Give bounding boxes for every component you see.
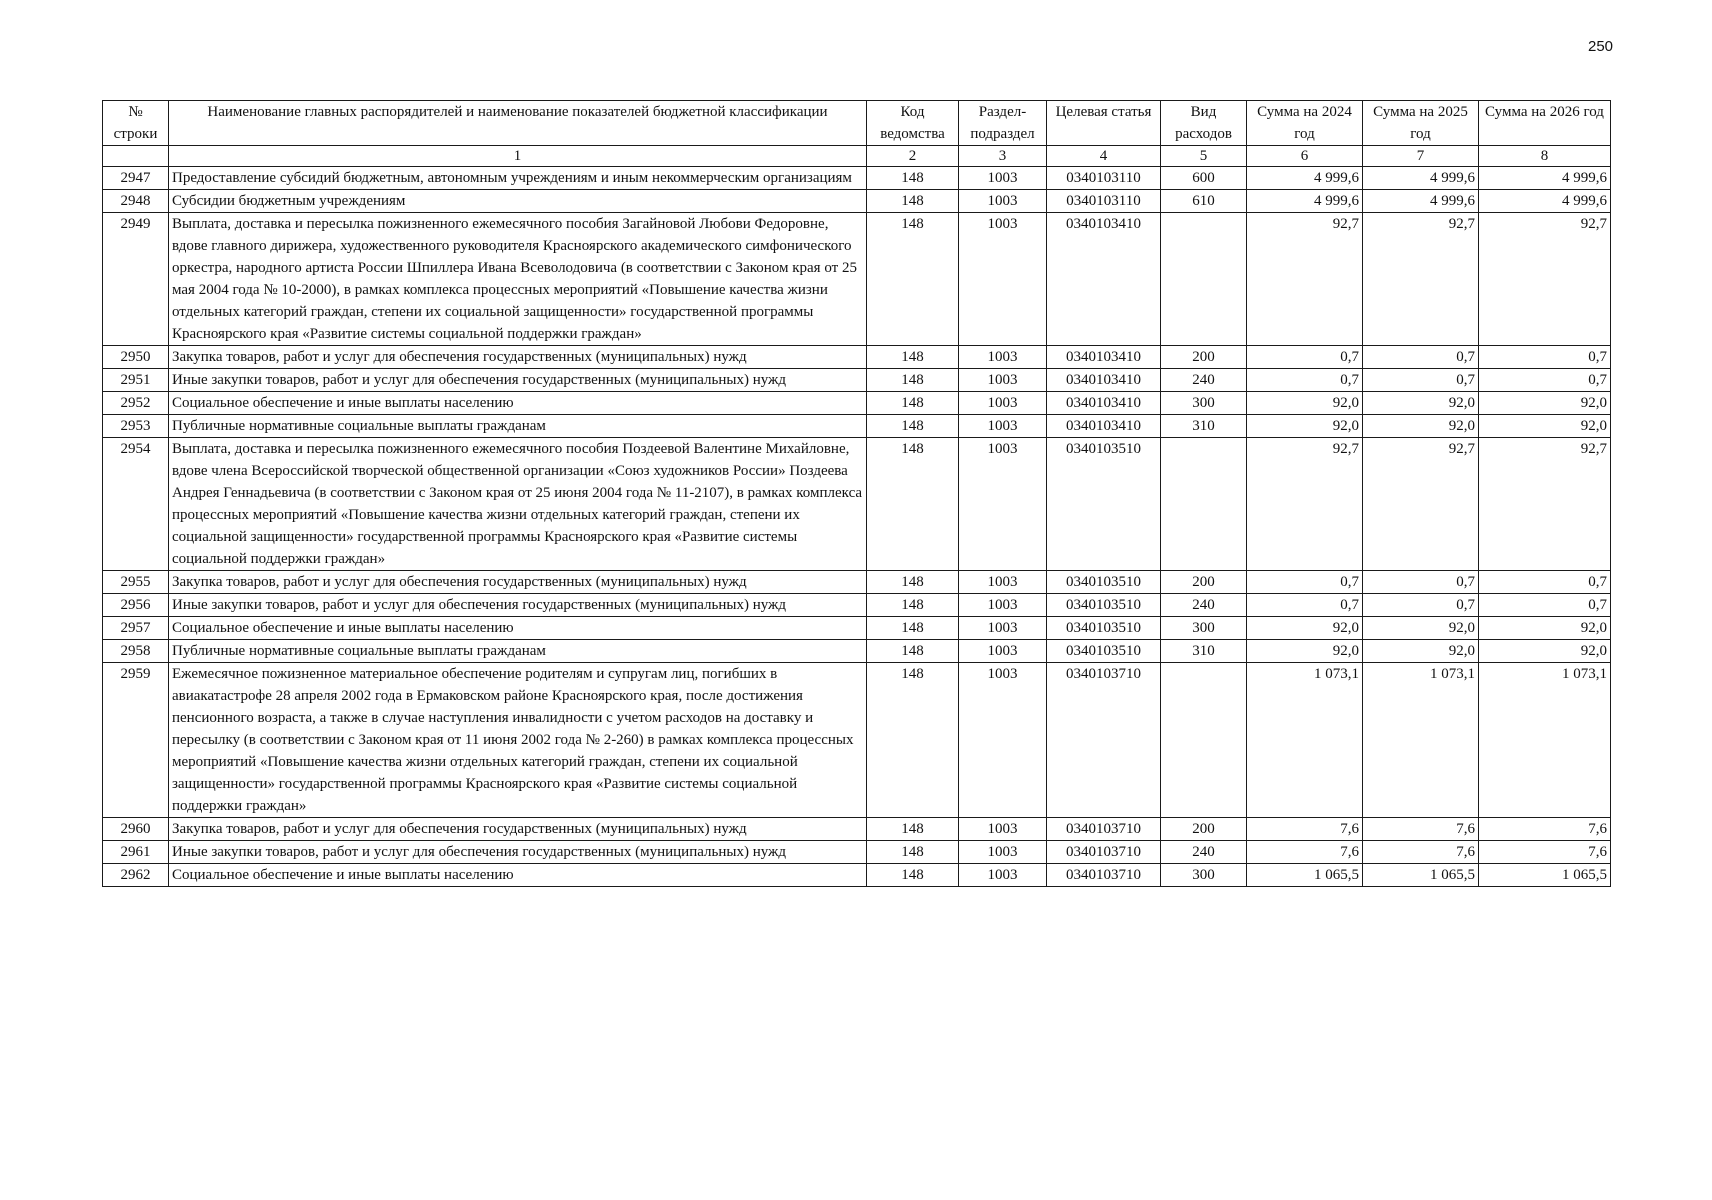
- row-sum-2024: 92,7: [1247, 438, 1363, 571]
- row-target-article: 0340103510: [1047, 438, 1161, 571]
- table-row: [103, 213, 1611, 346]
- header-section: Раздел-подраздел: [959, 101, 1047, 146]
- row-sum-2024: 7,6: [1247, 818, 1363, 841]
- row-sum-2026: 1 073,1: [1479, 663, 1611, 818]
- row-number: 2949: [103, 213, 169, 346]
- row-sum-2024: 92,0: [1247, 392, 1363, 415]
- row-sum-2024: 4 999,6: [1247, 167, 1363, 190]
- row-sum-2026: 92,0: [1479, 640, 1611, 663]
- row-sum-2025: 1 065,5: [1363, 864, 1479, 887]
- column-number-row: [103, 146, 1611, 167]
- row-sum-2025: 0,7: [1363, 346, 1479, 369]
- row-dept-code: 148: [867, 369, 959, 392]
- row-number: 2947: [103, 167, 169, 190]
- row-name: Субсидии бюджетным учреждениям: [169, 190, 867, 213]
- row-number: 2960: [103, 818, 169, 841]
- row-expense-type: 310: [1161, 415, 1247, 438]
- row-number: 2951: [103, 369, 169, 392]
- row-name: Социальное обеспечение и иные выплаты населению: [169, 392, 867, 415]
- column-number: 4: [1047, 146, 1161, 167]
- row-sum-2024: 0,7: [1247, 346, 1363, 369]
- row-expense-type: 310: [1161, 640, 1247, 663]
- row-section: 1003: [959, 167, 1047, 190]
- row-sum-2025: 92,0: [1363, 415, 1479, 438]
- row-name: Социальное обеспечение и иные выплаты населению: [169, 617, 867, 640]
- row-dept-code: 148: [867, 167, 959, 190]
- table-row: [103, 640, 1611, 663]
- row-sum-2026: 92,7: [1479, 438, 1611, 571]
- row-section: 1003: [959, 663, 1047, 818]
- row-number: 2962: [103, 864, 169, 887]
- row-dept-code: 148: [867, 213, 959, 346]
- row-number: 2948: [103, 190, 169, 213]
- table-row: [103, 571, 1611, 594]
- row-section: 1003: [959, 841, 1047, 864]
- header-row-number: № строки: [103, 101, 169, 146]
- row-section: 1003: [959, 346, 1047, 369]
- row-target-article: 0340103410: [1047, 346, 1161, 369]
- row-sum-2024: 0,7: [1247, 571, 1363, 594]
- row-sum-2025: 92,7: [1363, 438, 1479, 571]
- row-target-article: 0340103510: [1047, 571, 1161, 594]
- row-name: Предоставление субсидий бюджетным, автономным учреждениям и иным некоммерческим организациям: [169, 167, 867, 190]
- row-sum-2026: 7,6: [1479, 841, 1611, 864]
- column-number: [103, 146, 169, 167]
- row-expense-type: [1161, 213, 1247, 346]
- row-section: 1003: [959, 594, 1047, 617]
- row-target-article: 0340103410: [1047, 392, 1161, 415]
- row-sum-2026: 0,7: [1479, 369, 1611, 392]
- row-name: Публичные нормативные социальные выплаты гражданам: [169, 640, 867, 663]
- table-row: [103, 864, 1611, 887]
- row-sum-2024: 92,0: [1247, 617, 1363, 640]
- row-section: 1003: [959, 392, 1047, 415]
- row-dept-code: 148: [867, 663, 959, 818]
- table-row: [103, 617, 1611, 640]
- row-dept-code: 148: [867, 841, 959, 864]
- row-section: 1003: [959, 438, 1047, 571]
- table-row: [103, 438, 1611, 571]
- header-name: Наименование главных распорядителей и наименование показателей бюджетной классификации: [169, 101, 867, 146]
- table-row: [103, 663, 1611, 818]
- row-name: Закупка товаров, работ и услуг для обеспечения государственных (муниципальных) нужд: [169, 818, 867, 841]
- table-row: [103, 167, 1611, 190]
- header-target-article: Целевая статья: [1047, 101, 1161, 146]
- row-sum-2026: 4 999,6: [1479, 167, 1611, 190]
- row-dept-code: 148: [867, 864, 959, 887]
- row-name: Иные закупки товаров, работ и услуг для обеспечения государственных (муниципальных) нужд: [169, 594, 867, 617]
- row-sum-2025: 7,6: [1363, 841, 1479, 864]
- row-sum-2025: 4 999,6: [1363, 167, 1479, 190]
- table-row: [103, 392, 1611, 415]
- row-sum-2025: 92,0: [1363, 392, 1479, 415]
- row-sum-2026: 0,7: [1479, 594, 1611, 617]
- row-target-article: 0340103710: [1047, 663, 1161, 818]
- row-target-article: 0340103710: [1047, 818, 1161, 841]
- row-target-article: 0340103410: [1047, 415, 1161, 438]
- row-name: Ежемесячное пожизненное материальное обеспечение родителям и супругам лиц, погибших в авиакатастрофе 28 апреля 2002 года в Ермаковском районе Красноярского края, после достижения пенсионного возраста, а также в случае наступления инвалидности с учетом расходов на доставку и пересылку (в соответствии с Законом края от 11 июня 2002 года № 2-260) в рамках комплекса процессных мероприятий «Повышение качества жизни отдельных категорий граждан, степени их социальной защищенности» государственной программы Красноярского края «Развитие системы социальной поддержки граждан»: [169, 663, 867, 818]
- row-name: Выплата, доставка и пересылка пожизненного ежемесячного пособия Поздеевой Валентине Михайловне, вдове члена Всероссийской творческой общественной организации «Союз художников России» Поздеева Андрея Геннадьевича (в соответствии с Законом края от 25 июня 2004 года № 11-2107), в рамках комплекса процессных мероприятий «Повышение качества жизни отдельных категорий граждан, степени их социальной защищенности» государственной программы Красноярского края «Развитие системы социальной поддержки граждан»: [169, 438, 867, 571]
- table-body: [103, 167, 1611, 887]
- row-section: 1003: [959, 818, 1047, 841]
- row-name: Публичные нормативные социальные выплаты гражданам: [169, 415, 867, 438]
- header-row: [103, 101, 1611, 146]
- row-expense-type: 200: [1161, 818, 1247, 841]
- table-row: [103, 594, 1611, 617]
- row-sum-2025: 0,7: [1363, 571, 1479, 594]
- row-sum-2026: 92,0: [1479, 415, 1611, 438]
- row-dept-code: 148: [867, 346, 959, 369]
- row-number: 2950: [103, 346, 169, 369]
- row-expense-type: 300: [1161, 392, 1247, 415]
- row-name: Закупка товаров, работ и услуг для обеспечения государственных (муниципальных) нужд: [169, 571, 867, 594]
- row-sum-2025: 7,6: [1363, 818, 1479, 841]
- row-sum-2025: 92,7: [1363, 213, 1479, 346]
- row-name: Социальное обеспечение и иные выплаты населению: [169, 864, 867, 887]
- row-sum-2026: 92,7: [1479, 213, 1611, 346]
- budget-table: [102, 100, 1611, 887]
- row-number: 2958: [103, 640, 169, 663]
- row-number: 2961: [103, 841, 169, 864]
- row-expense-type: 300: [1161, 864, 1247, 887]
- row-dept-code: 148: [867, 571, 959, 594]
- row-expense-type: 300: [1161, 617, 1247, 640]
- column-number: 5: [1161, 146, 1247, 167]
- row-dept-code: 148: [867, 594, 959, 617]
- row-dept-code: 148: [867, 617, 959, 640]
- row-sum-2024: 1 065,5: [1247, 864, 1363, 887]
- header-dept-code: Код ведомства: [867, 101, 959, 146]
- column-number: 3: [959, 146, 1047, 167]
- row-expense-type: [1161, 438, 1247, 571]
- row-expense-type: 200: [1161, 571, 1247, 594]
- row-sum-2025: 0,7: [1363, 594, 1479, 617]
- header-sum-2026: Сумма на 2026 год: [1479, 101, 1611, 146]
- row-sum-2025: 0,7: [1363, 369, 1479, 392]
- row-sum-2026: 92,0: [1479, 617, 1611, 640]
- column-number: 6: [1247, 146, 1363, 167]
- row-sum-2024: 92,7: [1247, 213, 1363, 346]
- table-row: [103, 346, 1611, 369]
- row-target-article: 0340103510: [1047, 640, 1161, 663]
- row-section: 1003: [959, 415, 1047, 438]
- row-sum-2024: 92,0: [1247, 415, 1363, 438]
- row-section: 1003: [959, 571, 1047, 594]
- row-sum-2024: 7,6: [1247, 841, 1363, 864]
- row-name: Выплата, доставка и пересылка пожизненного ежемесячного пособия Загайновой Любови Федоровне, вдове главного дирижера, художественного руководителя Красноярского академического симфонического оркестра, народного артиста России Шпиллера Ивана Всеволодовича (в соответствии с Законом края от 25 мая 2004 года № 10-2000), в рамках комплекса процессных мероприятий «Повышение качества жизни отдельных категорий граждан, степени их социальной защищенности» государственной программы Красноярского края «Развитие системы социальной поддержки граждан»: [169, 213, 867, 346]
- column-number: 8: [1479, 146, 1611, 167]
- row-section: 1003: [959, 190, 1047, 213]
- row-sum-2026: 0,7: [1479, 346, 1611, 369]
- column-number: 2: [867, 146, 959, 167]
- row-target-article: 0340103110: [1047, 167, 1161, 190]
- row-target-article: 0340103510: [1047, 617, 1161, 640]
- row-expense-type: 600: [1161, 167, 1247, 190]
- row-sum-2026: 0,7: [1479, 571, 1611, 594]
- row-sum-2025: 1 073,1: [1363, 663, 1479, 818]
- row-target-article: 0340103110: [1047, 190, 1161, 213]
- row-sum-2025: 4 999,6: [1363, 190, 1479, 213]
- row-expense-type: 240: [1161, 841, 1247, 864]
- row-target-article: 0340103410: [1047, 213, 1161, 346]
- row-number: 2952: [103, 392, 169, 415]
- row-target-article: 0340103710: [1047, 864, 1161, 887]
- row-sum-2026: 4 999,6: [1479, 190, 1611, 213]
- row-number: 2953: [103, 415, 169, 438]
- row-sum-2026: 7,6: [1479, 818, 1611, 841]
- row-dept-code: 148: [867, 415, 959, 438]
- row-section: 1003: [959, 864, 1047, 887]
- row-number: 2954: [103, 438, 169, 571]
- table-header: [103, 101, 1611, 167]
- row-sum-2024: 92,0: [1247, 640, 1363, 663]
- row-dept-code: 148: [867, 190, 959, 213]
- row-name: Иные закупки товаров, работ и услуг для обеспечения государственных (муниципальных) нужд: [169, 369, 867, 392]
- row-sum-2025: 92,0: [1363, 640, 1479, 663]
- row-sum-2024: 1 073,1: [1247, 663, 1363, 818]
- table-row: [103, 818, 1611, 841]
- row-dept-code: 148: [867, 392, 959, 415]
- row-target-article: 0340103510: [1047, 594, 1161, 617]
- row-sum-2026: 1 065,5: [1479, 864, 1611, 887]
- row-sum-2026: 92,0: [1479, 392, 1611, 415]
- row-expense-type: 200: [1161, 346, 1247, 369]
- row-name: Иные закупки товаров, работ и услуг для обеспечения государственных (муниципальных) нужд: [169, 841, 867, 864]
- row-expense-type: 610: [1161, 190, 1247, 213]
- row-dept-code: 148: [867, 640, 959, 663]
- row-sum-2025: 92,0: [1363, 617, 1479, 640]
- row-target-article: 0340103410: [1047, 369, 1161, 392]
- row-name: Закупка товаров, работ и услуг для обеспечения государственных (муниципальных) нужд: [169, 346, 867, 369]
- row-expense-type: 240: [1161, 594, 1247, 617]
- row-target-article: 0340103710: [1047, 841, 1161, 864]
- row-sum-2024: 0,7: [1247, 594, 1363, 617]
- column-number: 7: [1363, 146, 1479, 167]
- table-row: [103, 369, 1611, 392]
- row-dept-code: 148: [867, 438, 959, 571]
- column-number: 1: [169, 146, 867, 167]
- row-sum-2024: 0,7: [1247, 369, 1363, 392]
- row-number: 2959: [103, 663, 169, 818]
- header-sum-2025: Сумма на 2025 год: [1363, 101, 1479, 146]
- row-expense-type: 240: [1161, 369, 1247, 392]
- row-section: 1003: [959, 213, 1047, 346]
- row-expense-type: [1161, 663, 1247, 818]
- row-section: 1003: [959, 640, 1047, 663]
- table-row: [103, 190, 1611, 213]
- row-sum-2024: 4 999,6: [1247, 190, 1363, 213]
- row-section: 1003: [959, 369, 1047, 392]
- page-number: 250: [1588, 38, 1614, 55]
- table-row: [103, 415, 1611, 438]
- row-number: 2957: [103, 617, 169, 640]
- table-row: [103, 841, 1611, 864]
- row-number: 2956: [103, 594, 169, 617]
- row-dept-code: 148: [867, 818, 959, 841]
- header-expense-type: Вид расходов: [1161, 101, 1247, 146]
- row-number: 2955: [103, 571, 169, 594]
- row-section: 1003: [959, 617, 1047, 640]
- header-sum-2024: Сумма на 2024 год: [1247, 101, 1363, 146]
